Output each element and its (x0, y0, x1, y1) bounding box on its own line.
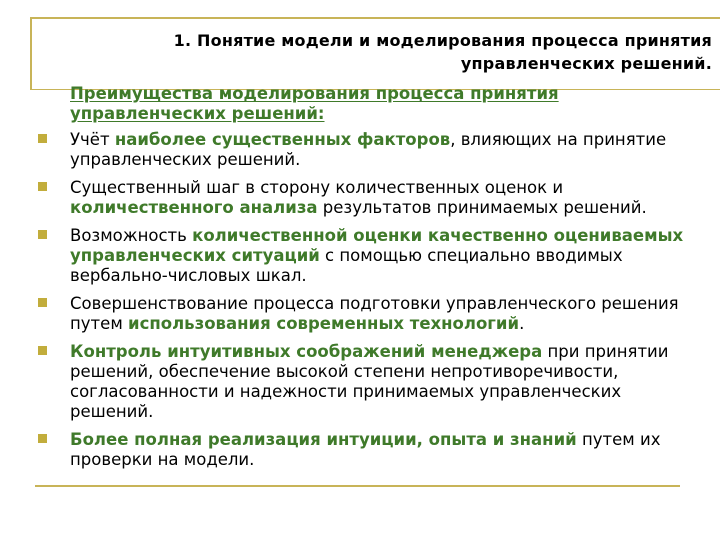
section-heading (70, 84, 630, 124)
item-text: Существенный шаг в сторону количественных оценок и (70, 178, 564, 197)
item-text: Возможность (70, 226, 193, 245)
item-text: . (519, 314, 525, 333)
item-text: путем их проверки на модели. (70, 430, 661, 469)
square-bullet-icon (38, 298, 47, 307)
list-item (38, 430, 698, 470)
item-text: с помощью специально вводимых вербально-числовых шкал. (70, 246, 623, 285)
item-emphasis: использования современных технологий (128, 314, 520, 333)
item-text: результатов принимаемых решений. (317, 198, 647, 217)
item-text: Учёт (70, 130, 115, 149)
item-emphasis: количественной оценки качественно оцениваемых управленческих ситуаций (70, 226, 684, 265)
title-frame-left-line (30, 17, 32, 90)
list-item (38, 178, 698, 218)
advantages-list (38, 130, 698, 478)
square-bullet-icon (38, 434, 47, 443)
item-text: при принятии решений, обеспечение высокой степени непротиворечивости, согласованности и надежности принимаемых управленческих решений. (70, 342, 669, 421)
item-text: , влияющих на принятие управленческих решений. (70, 130, 667, 169)
slide-title (100, 29, 712, 75)
square-bullet-icon (38, 346, 47, 355)
slide-title-line-1: 1. Понятие модели и моделирования процесса принятия (173, 31, 712, 50)
list-item (38, 342, 698, 422)
item-emphasis: Контроль интуитивных соображений менеджера (70, 342, 543, 361)
slide-title-line-2: управленческих решений. (460, 54, 712, 73)
list-item (38, 294, 698, 334)
item-emphasis: наиболее существенных факторов (114, 130, 451, 149)
item-emphasis: Более полная реализация интуиции, опыта и знаний (70, 430, 577, 449)
square-bullet-icon (38, 230, 47, 239)
square-bullet-icon (38, 182, 47, 191)
bottom-divider (35, 485, 680, 487)
section-heading-line-2: управленческих решений: (70, 104, 325, 123)
square-bullet-icon (38, 134, 47, 143)
section-heading-line-1: Преимущества моделирования процесса принятия (70, 84, 559, 103)
list-item (38, 226, 698, 286)
item-emphasis: количественного анализа (70, 198, 318, 217)
item-text: Совершенствование процесса подготовки управленческого решения путем (70, 294, 679, 333)
list-item (38, 130, 698, 170)
title-frame-top-line (30, 17, 720, 19)
